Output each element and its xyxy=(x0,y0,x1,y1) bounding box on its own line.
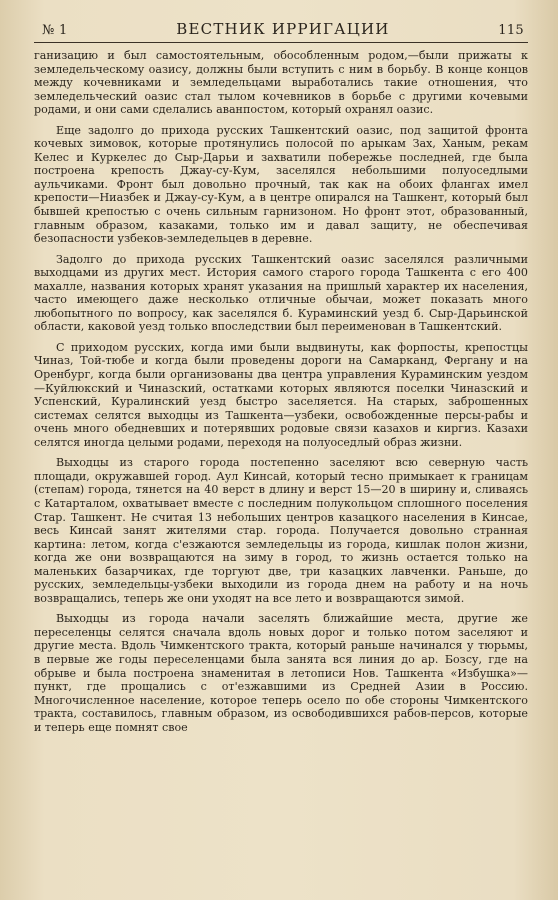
journal-title: ВЕСТНИК ИРРИГАЦИИ xyxy=(176,20,390,38)
issue-number: № 1 xyxy=(42,23,68,38)
page-number: 115 xyxy=(498,23,524,38)
article-body xyxy=(34,49,528,734)
running-header xyxy=(34,20,528,43)
paragraph: Выходцы из старого города постепенно заселяют всю северную часть площади, окружавшей город. Аул Кинсай, который тесно примыкает к границам (степам) города, тянется на 40 верст в длину и верст 15—20 в ширину и, сливаясь с Катарталом, охватывает вместе с последним полукольцом сплошного поселения Стар. Ташкент. Не считая 13 небольших центров казацкого населения в Кинсае, весь Кинсай занят жителями стар. города. Получается довольно странная картина: летом, когда с'езжаются земледельцы из города, кишлак полон жизни, когда же они возвращаются на зиму в город, то жизнь остается только на маленьких базарчиках, где торгуют две, три казацких лавченки. Раньше, до русских, земледельцы-узбеки выходили из города днем на работу и на ночь возвращались, теперь же они уходят на все лето и возвращаются зимой. xyxy=(34,456,528,605)
paragraph: Еще задолго до прихода русских Ташкентский оазис, под защитой фронта кочевых зимовок, которые протянулись полосой по арыкам Зах, Ханым, рекам Келес и Куркелес до Сыр-Дарьи и захватили побережье последней, где была построена крепость Джау-су-Кум, заселялся небольшими полуоседлыми аульчиками. Фронт был довольно прочный, так как на обоих флангах имел крепости—Ниазбек и Джау-су-Кум, а в центре опирался на Ташкент, который был бывшей крепостью с очень сильным гарнизоном. Но фронт этот, образованный, главным образом, казаками, только им и давал защиту, не обеспечивая безопасности узбеков-земледельцев в деревне. xyxy=(34,123,528,246)
paragraph: С приходом русских, когда ими были выдвинуты, как форпосты, крепостцы Чиназ, Той-тюбе и когда были проведены дороги на Самарканд, Фергану и на Оренбург, когда были организованы два центра управления Кураминским уездом—Куйлюкский и Чиназский, остатками которых являются поселки Чиназский и Успенский, Куралинский уезд быстро заселяется. На старых, заброшенных системах селятся выходцы из Ташкента—узбеки, освобожденные персы-рабы и очень много обедневших и потерявших родовые связи казахов и киргиз. Казахи селятся иногда целыми родами, переходя на полуоседлый образ жизни. xyxy=(34,340,528,449)
paragraph: Задолго до прихода русских Ташкентский оазис заселялся различными выходцами из других мест. История самого старого города Ташкента с его 400 махалле, названия которых хранят указания на пришлый характер их населения, часто имеющего даже несколько отличные обычаи, может показать много любопытного по вопросу, как заселялся б. Кураминский уезд б. Сыр-Дарьинской области, каковой уезд только впоследствии был переименован в Ташкентский. xyxy=(34,252,528,334)
paragraph: ганизацию и был самостоятельным, обособленным родом,—были прижаты к земледельческому оазису, должны были вступить с ним в борьбу. В конце концов между кочевниками и земледельцами выработались такие отношения, что земледельческий оазис стал тылом кочевников в борьбе с другими кочевыми родами, и они сами сделались аванпостом, который охранял оазис. xyxy=(34,49,528,117)
paragraph: Выходцы из города начали заселять ближайшие места, другие же переселенцы селятся сначала вдоль новых дорог и только потом заселяют и другие места. Вдоль Чимкентского тракта, который раньше начинался у тюрьмы, в первые же годы переселенцами была занята вся линия до ар. Бозсу, где на обрыве и была построена знаменитая в летописи Нов. Ташкента «Избушка»—пункт, где прощались с от'езжавшими из Средней Азии в Россию. Многочисленное население, которое теперь осело по обе стороны Чимкентского тракта, составилось, главным образом, из освободившихся рабов-персов, которые и теперь еще помнят свое xyxy=(34,612,528,734)
